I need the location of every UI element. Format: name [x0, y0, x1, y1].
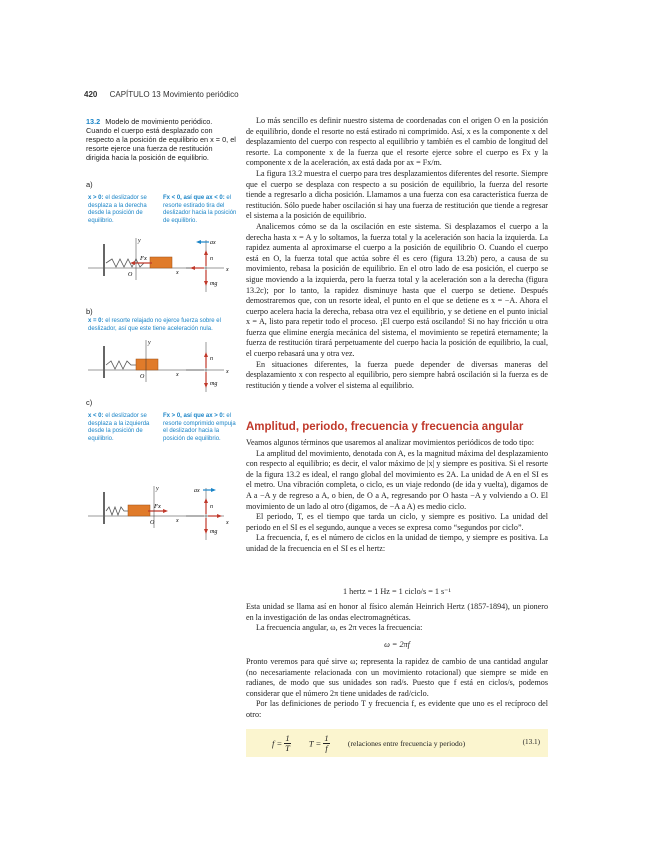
panel-b-note-text: el resorte relajado no ejerce fuerza sobre el deslizador, así que este tiene aceleración nula. — [88, 318, 221, 332]
panel-a-right-note — [163, 195, 241, 225]
panel-b-mg-label: mg — [210, 381, 218, 387]
panel-b-note — [88, 318, 238, 333]
paragraph: Esta unidad se llama así en honor al físico alemán Heinrich Hertz (1857-1894), un pionero en la investigación de las ondas electromagnéticas. — [246, 602, 548, 622]
chapter-title: CAPÍTULO 13 Movimiento periódico — [109, 90, 239, 99]
eq-lhs2: T = — [308, 738, 322, 749]
panel-c-fx-label: Fx — [154, 503, 161, 510]
body-bottom — [246, 657, 548, 721]
panel-c-left-note-text: el deslizador se desplaza a la izquierda desde la posición de equilibrio. — [88, 413, 150, 442]
panel-b-y-label: y — [148, 340, 151, 346]
panel-a-block — [150, 257, 172, 268]
eq-num2: 1 — [324, 733, 329, 743]
panel-a-fx-label: Fx — [140, 255, 147, 262]
panel-a-x-label: x — [176, 270, 179, 276]
paragraph: Veamos algunos términos que usaremos al analizar movimientos periódicos de todo tipo: — [246, 438, 534, 447]
caption-text: Modelo de movimiento periódico. Cuando el cuerpo está desplazado con respecto a la posición de equilibrio en x = 0, el resorte ejerce una fuerza de restitución dirigida hacia la posición de equilibrio. — [86, 117, 236, 162]
panel-b-label: b) — [86, 307, 93, 316]
panel-c-o-label: O — [150, 520, 155, 526]
body-after-hertz — [246, 602, 548, 634]
panel-b-x-label: x — [176, 372, 179, 378]
body-mid — [246, 438, 548, 555]
eq-den2: f — [325, 743, 328, 753]
panel-c-label: c) — [86, 398, 93, 407]
panel-a-y-label: y — [138, 238, 141, 244]
panel-c-left-note-bold: x < 0: — [88, 413, 104, 419]
paragraph: La frecuencia angular, ω, es 2π veces la frecuencia: — [256, 623, 423, 633]
eq-lhs1: f = — [272, 738, 283, 749]
panel-a-label: a) — [86, 180, 93, 189]
panel-a-ax-label: ax — [210, 240, 216, 246]
panel-c-y-label: y — [156, 486, 159, 492]
paragraph: Pronto veremos para qué sirve ω; representa la rapidez de cambio de una cantidad angular (no necesariamente relacionada con un movimiento rotacional) que siempre se mide en radianes, de modo que sus unidades son rad/s. Puesto que f está en ciclos/s, podemos considerar que el número 2π tiene unidades de rad/ciclo. — [246, 657, 548, 698]
panel-a-left-note-text: el deslizador se desplaza a la derecha desde la posición de equilibrio. — [88, 195, 147, 224]
figure-caption — [86, 117, 236, 162]
panel-b-note-bold: x = 0: — [88, 318, 104, 324]
page-number: 420 — [84, 90, 98, 99]
panel-c-left-note — [88, 413, 158, 443]
panel-a-diagram — [84, 230, 244, 300]
eq-number: (13.1) — [522, 738, 540, 746]
paragraph: Analicemos cómo se da la oscilación en este sistema. Si desplazamos el cuerpo a la derecha hasta x = A y lo soltamos, la fuerza total y la aceleración son hacia la izquierda. La rapidez aumenta al aproximarse el cuerpo a la posición de equilibrio O. Cuando el cuerpo está en O, la fuerza total que actúa sobre él es cero (figura 13.2b) pero, a causa de su movimiento, rebasa la posición de equilibrio. En el otro lado de esa posición, el cuerpo se sigue moviendo a la izquierda, pero la fuerza total y la aceleración son a la derecha (figura 13.2c); por lo tanto, la rapidez disminuye hasta que el cuerpo se detiene. Después demostraremos que, con un resorte ideal, el punto en el que se detiene es x = −A. Ahora el cuerpo acelera hacia la derecha, rebasa otra vez el equilibrio, y se detiene en el punto inicial x = A, listo para repetir todo el proceso. ¡El cuerpo está oscilando! Si no hay fricción u otra fuerza que elimine energía mecánica del sistema, el movimiento se repetirá eternamente; la fuerza de restitución tirará perpetuamente del cuerpo hacia la posición de equilibrio, la cual, el cuerpo rebasará una y otra vez. — [246, 221, 548, 359]
eq-num1: 1 — [285, 733, 290, 743]
panel-b-n-label: n — [210, 356, 213, 362]
boxed-equation — [272, 734, 465, 753]
page-header — [84, 90, 239, 99]
equation-hertz: 1 hertz = 1 Hz = 1 ciclo/s = 1 s⁻¹ — [343, 587, 451, 596]
panel-c-ax-label: ax — [194, 488, 200, 494]
panel-c-mg-label: mg — [210, 529, 218, 535]
panel-c-right-note — [163, 413, 241, 443]
panel-a-right-note-text: el resorte estirado tira del deslizador hacia la posición de equilibrio. — [163, 195, 237, 224]
figure-number: 13.2 — [86, 117, 101, 126]
panel-c-diagram — [84, 478, 244, 548]
paragraph: Por las definiciones de periodo T y frecuencia f, es evidente que uno es el recíproco del otro: — [246, 699, 548, 719]
panel-c-right-note-text: el resorte comprimido empuja el deslizador hacia la posición de equilibrio. — [163, 413, 236, 442]
paragraph: El periodo, T, es el tiempo que tarda un ciclo, y siempre es positivo. La unidad del periodo en el SI es el segundo, aunque a veces se expresa como “segundos por ciclo”. — [246, 512, 548, 532]
panel-b-diagram — [84, 332, 244, 394]
panel-a-left-note-bold: x > 0: — [88, 195, 104, 201]
panel-a-n-label: n — [210, 256, 213, 262]
panel-b-o-label: O — [140, 374, 145, 380]
panel-c-n-label: n — [210, 504, 213, 510]
paragraph: La figura 13.2 muestra el cuerpo para tres desplazamientos diferentes del resorte. Siempre que el cuerpo se desplaza con respecto a su posición de equilibrio, la fuerza del resorte tiende a regresarlo a dicha posición. Llamamos a una fuerza con esa característica fuerza de restitución. Sólo puede haber oscilación si hay una fuerza de restitución que tiende a regresar el sistema a la posición de equilibrio. — [246, 168, 548, 221]
paragraph: En situaciones diferentes, la fuerza puede depender de diversas maneras del desplazamiento x con respecto al equilibrio, pero siempre habrá oscilación si la fuerza es de restitución y tiende a volver el sistema al equilibrio. — [246, 359, 548, 390]
section-heading: Amplitud, periodo, frecuencia y frecuencia angular — [246, 421, 524, 433]
paragraph: Lo más sencillo es definir nuestro sistema de coordenadas con el origen O en la posición de equilibrio, donde el resorte no está estirado ni comprimido. Así, x es la componente x del desplazamiento del cuerpo con respecto al equilibrio y también es el cambio de longitud del resorte. La componente x de la fuerza que el resorte ejerce sobre el cuerpo es Fx y la componente x de la aceleración, ax está dada por ax = Fx/m. — [246, 116, 548, 168]
equation-box — [246, 729, 548, 757]
paragraph: La amplitud del movimiento, denotada con A, es la magnitud máxima del desplazamiento con respecto al equilibrio; es decir, el valor máximo de |x| y siempre es positiva. Si el resorte de la figura 13.2 es ideal, el rango global del movimiento es 2A. La unidad de A en el SI es el metro. Una vibración completa, o ciclo, es un viaje redondo (de ida y vuelta), digamos de A a −A y de regreso a A, o bien, de O a A, regresando por O hasta −A y volviendo a O. El movimiento de un lado al otro (digamos, de −A a A) es medio ciclo. — [246, 448, 548, 511]
eq-frac1 — [284, 734, 290, 753]
panel-c-x-label: x — [176, 518, 179, 524]
panel-c-fb-x: x — [226, 520, 229, 526]
body-top — [246, 116, 548, 391]
panel-a-left-note — [88, 195, 158, 225]
eq-description: (relaciones entre frecuencia y periodo) — [347, 739, 466, 748]
eq-den1: T — [285, 743, 290, 753]
panel-a-o-label: O — [128, 272, 133, 278]
panel-a-right-note-bold: Fx < 0, así que ax < 0: — [163, 195, 225, 201]
eq-frac2 — [323, 734, 329, 753]
equation-omega: ω = 2πf — [384, 640, 410, 649]
panel-a-fb-x: x — [226, 267, 229, 273]
panel-c-right-note-bold: Fx > 0, así que ax > 0: — [163, 413, 225, 419]
paragraph: La frecuencia, f, es el número de ciclos en la unidad de tiempo, y siempre es positiva. La unidad de la frecuencia en el SI es el hertz: — [246, 533, 548, 553]
panel-a-mg-label: mg — [210, 281, 218, 287]
panel-b-fb-x: x — [226, 369, 229, 375]
